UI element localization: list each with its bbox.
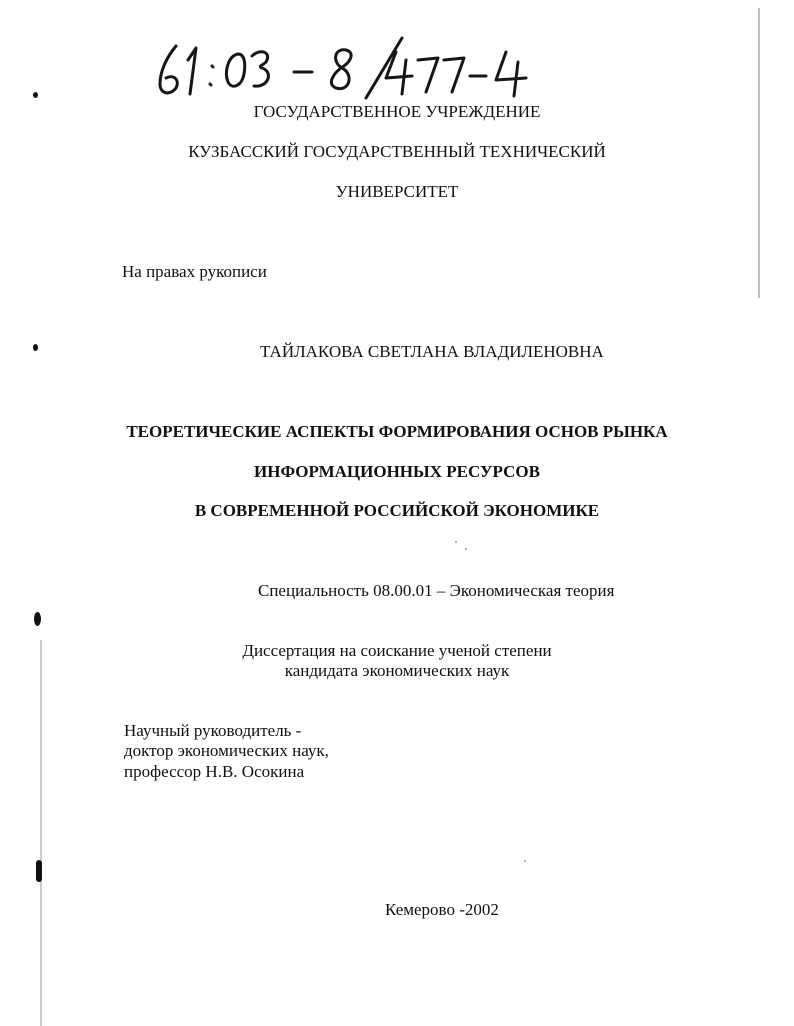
hole-punch-mark (36, 860, 42, 882)
institution-line-3: УНИВЕРСИТЕТ (335, 182, 459, 201)
institution-line-2: КУЗБАССКИЙ ГОСУДАРСТВЕННЫЙ ТЕХНИЧЕСКИЙ (188, 142, 606, 161)
dissertation-purpose-line-2: кандидата экономических наук (284, 661, 510, 680)
supervisor-line-2: доктор экономических наук, (124, 741, 329, 760)
supervisor-line-3: профессор Н.В. Осокина (124, 762, 305, 781)
specialty-line: Специальность 08.00.01 – Экономическая теория (258, 581, 615, 600)
dissertation-title-line-1: ТЕОРЕТИЧЕСКИЕ АСПЕКТЫ ФОРМИРОВАНИЯ ОСНОВ РЫНКА (126, 422, 668, 441)
manuscript-rights-note: На правах рукописи (122, 262, 267, 281)
supervisor-line-1: Научный руководитель - (124, 721, 302, 740)
place-and-year: Кемерово -2002 (385, 900, 499, 919)
handwritten-registry-number (150, 32, 530, 102)
author-name: ТАЙЛАКОВА СВЕТЛАНА ВЛАДИЛЕНОВНА (260, 342, 604, 361)
scan-speck (455, 541, 457, 543)
dissertation-title-line-2: ИНФОРМАЦИОННЫХ РЕСУРСОВ (254, 462, 540, 481)
hole-punch-mark (34, 612, 41, 626)
hole-punch-mark (33, 344, 38, 351)
hole-punch-mark (33, 92, 38, 98)
scan-speck (524, 860, 526, 862)
dissertation-purpose-line-1: Диссертация на соискание ученой степени (242, 641, 552, 660)
scan-edge-left (40, 640, 42, 1026)
scan-speck (465, 548, 467, 550)
institution-line-1: ГОСУДАРСТВЕННОЕ УЧРЕЖДЕНИЕ (253, 102, 541, 121)
dissertation-title-line-3: В СОВРЕМЕННОЙ РОССИЙСКОЙ ЭКОНОМИКЕ (194, 501, 600, 520)
